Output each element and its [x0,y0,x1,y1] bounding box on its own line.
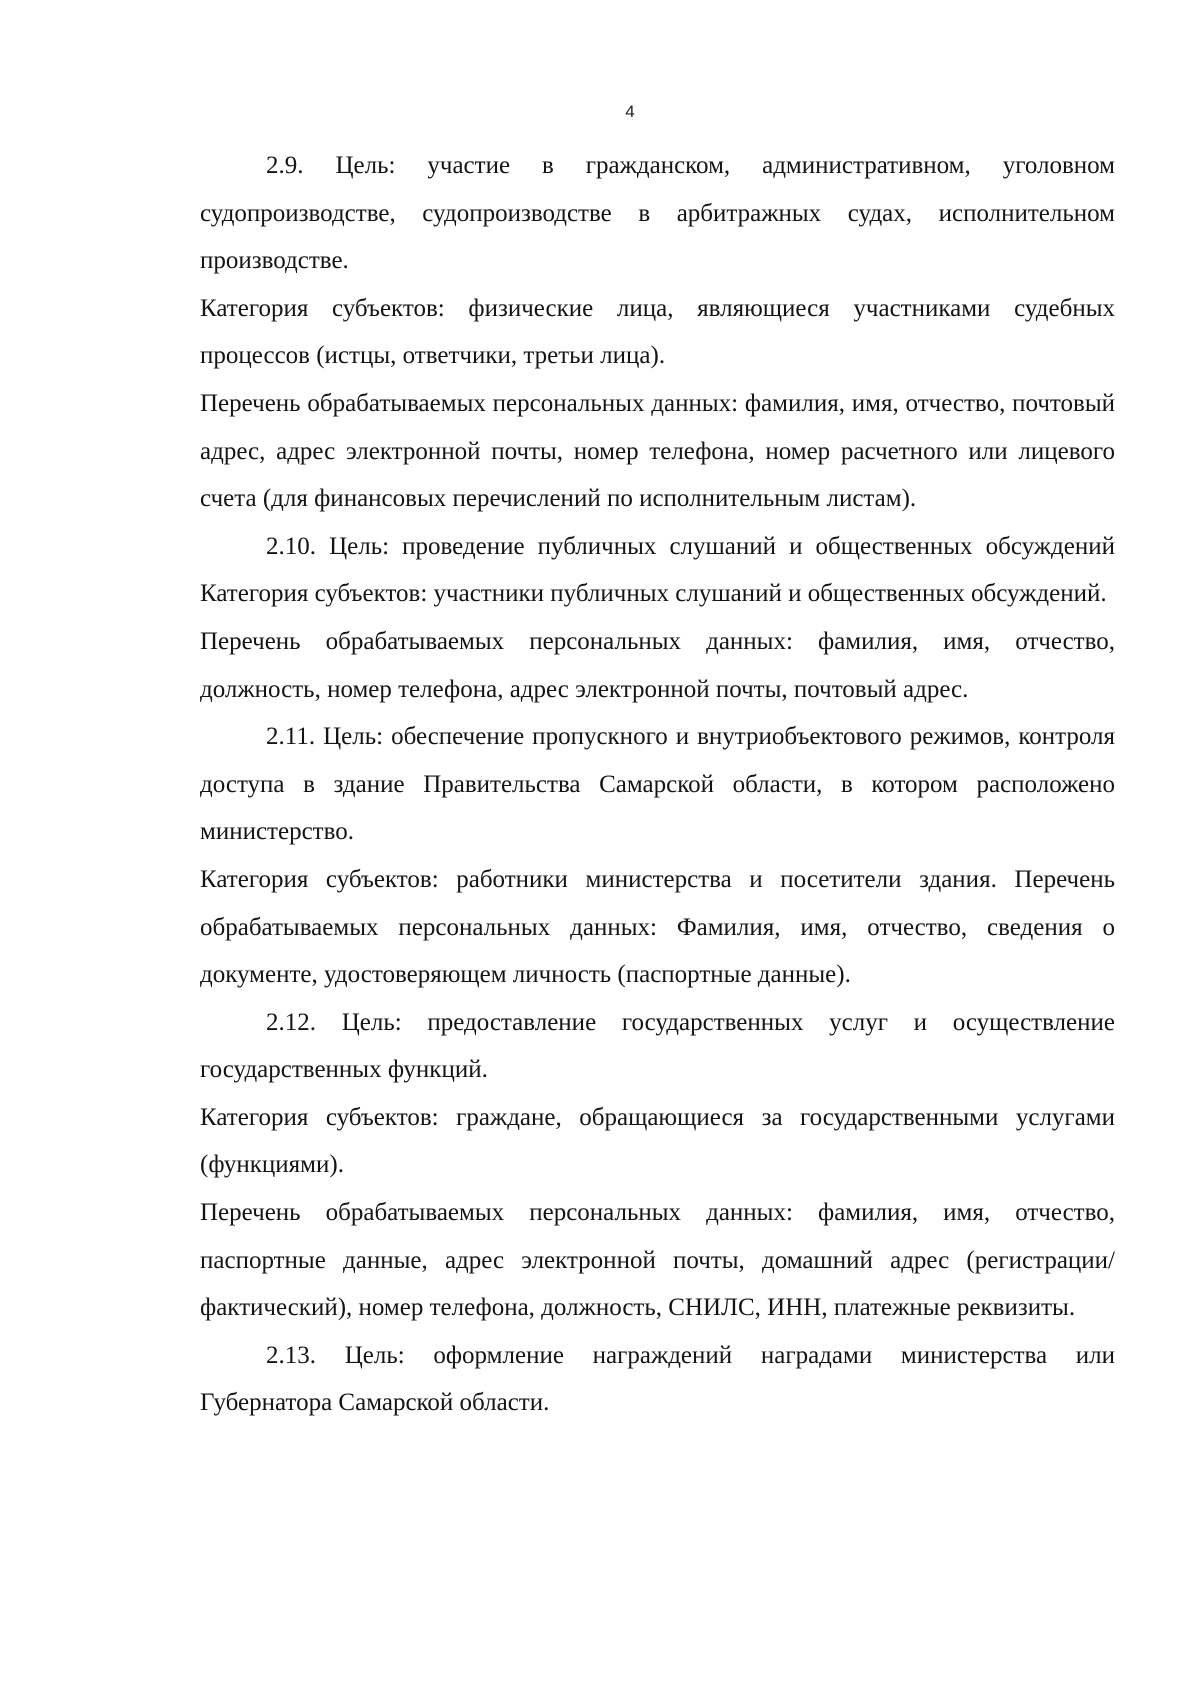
paragraph-2-13-goal: 2.13. Цель: оформление награждений наградами министерства или Губернатора Самарской области. [200,1341,1115,1417]
paragraph-2-9-goal: 2.9. Цель: участие в гражданском, административном, уголовном судопроизводстве, судопроизводстве в арбитражных судах, исполнительном производстве. [200,152,1115,275]
paragraph-2-11-subjects-data: Категория субъектов: работники министерства и посетители здания. Перечень обрабатываемых персональных данных: Фамилия, имя, отчество, сведения о документе, удостоверяющем личность (паспортные данные). [200,865,1115,989]
document-body [200,142,1134,1427]
page-number: 4 [625,102,635,121]
paragraph-2-12-goal: 2.12. Цель: предоставление государственных услуг и осуществление государственных функций. [200,1008,1115,1084]
paragraph-2-12-subjects: Категория субъектов: граждане, обращающиеся за государственными услугами (функциями). [200,1103,1115,1179]
paragraph-2-12-data-list: Перечень обрабатываемых персональных данных: фамилия, имя, отчество, паспортные данные, адрес электронной почты, домашний адрес (регистрации/фактический), номер телефона, должность, СНИЛС, ИНН, платежные реквизиты. [200,1199,1115,1322]
paragraph-2-9-subjects: Категория субъектов: физические лица, являющиеся участниками судебных процессов (истцы, ответчики, третьи лица). [200,294,1115,370]
paragraph-2-10-goal: 2.10. Цель: проведение публичных слушаний и общественных обсуждений Категория субъектов: участники публичных слушаний и общественных обсуждений. [200,532,1134,608]
paragraph-2-11-goal: 2.11. Цель: обеспечение пропускного и внутриобъектового режимов, контроля доступа в здание Правительства Самарской области, в котором расположено министерство. [200,723,1115,846]
paragraph-2-9-data-list: Перечень обрабатываемых персональных данных: фамилия, имя, отчество, почтовый адрес, адрес электронной почты, номер телефона, номер расчетного или лицевого счета (для финансовых перечислений по исполнительным листам). [200,389,1115,513]
paragraph-2-10-data-list: Перечень обрабатываемых персональных данных: фамилия, имя, отчество, должность, номер телефона, адрес электронной почты, почтовый адрес. [200,627,1115,703]
